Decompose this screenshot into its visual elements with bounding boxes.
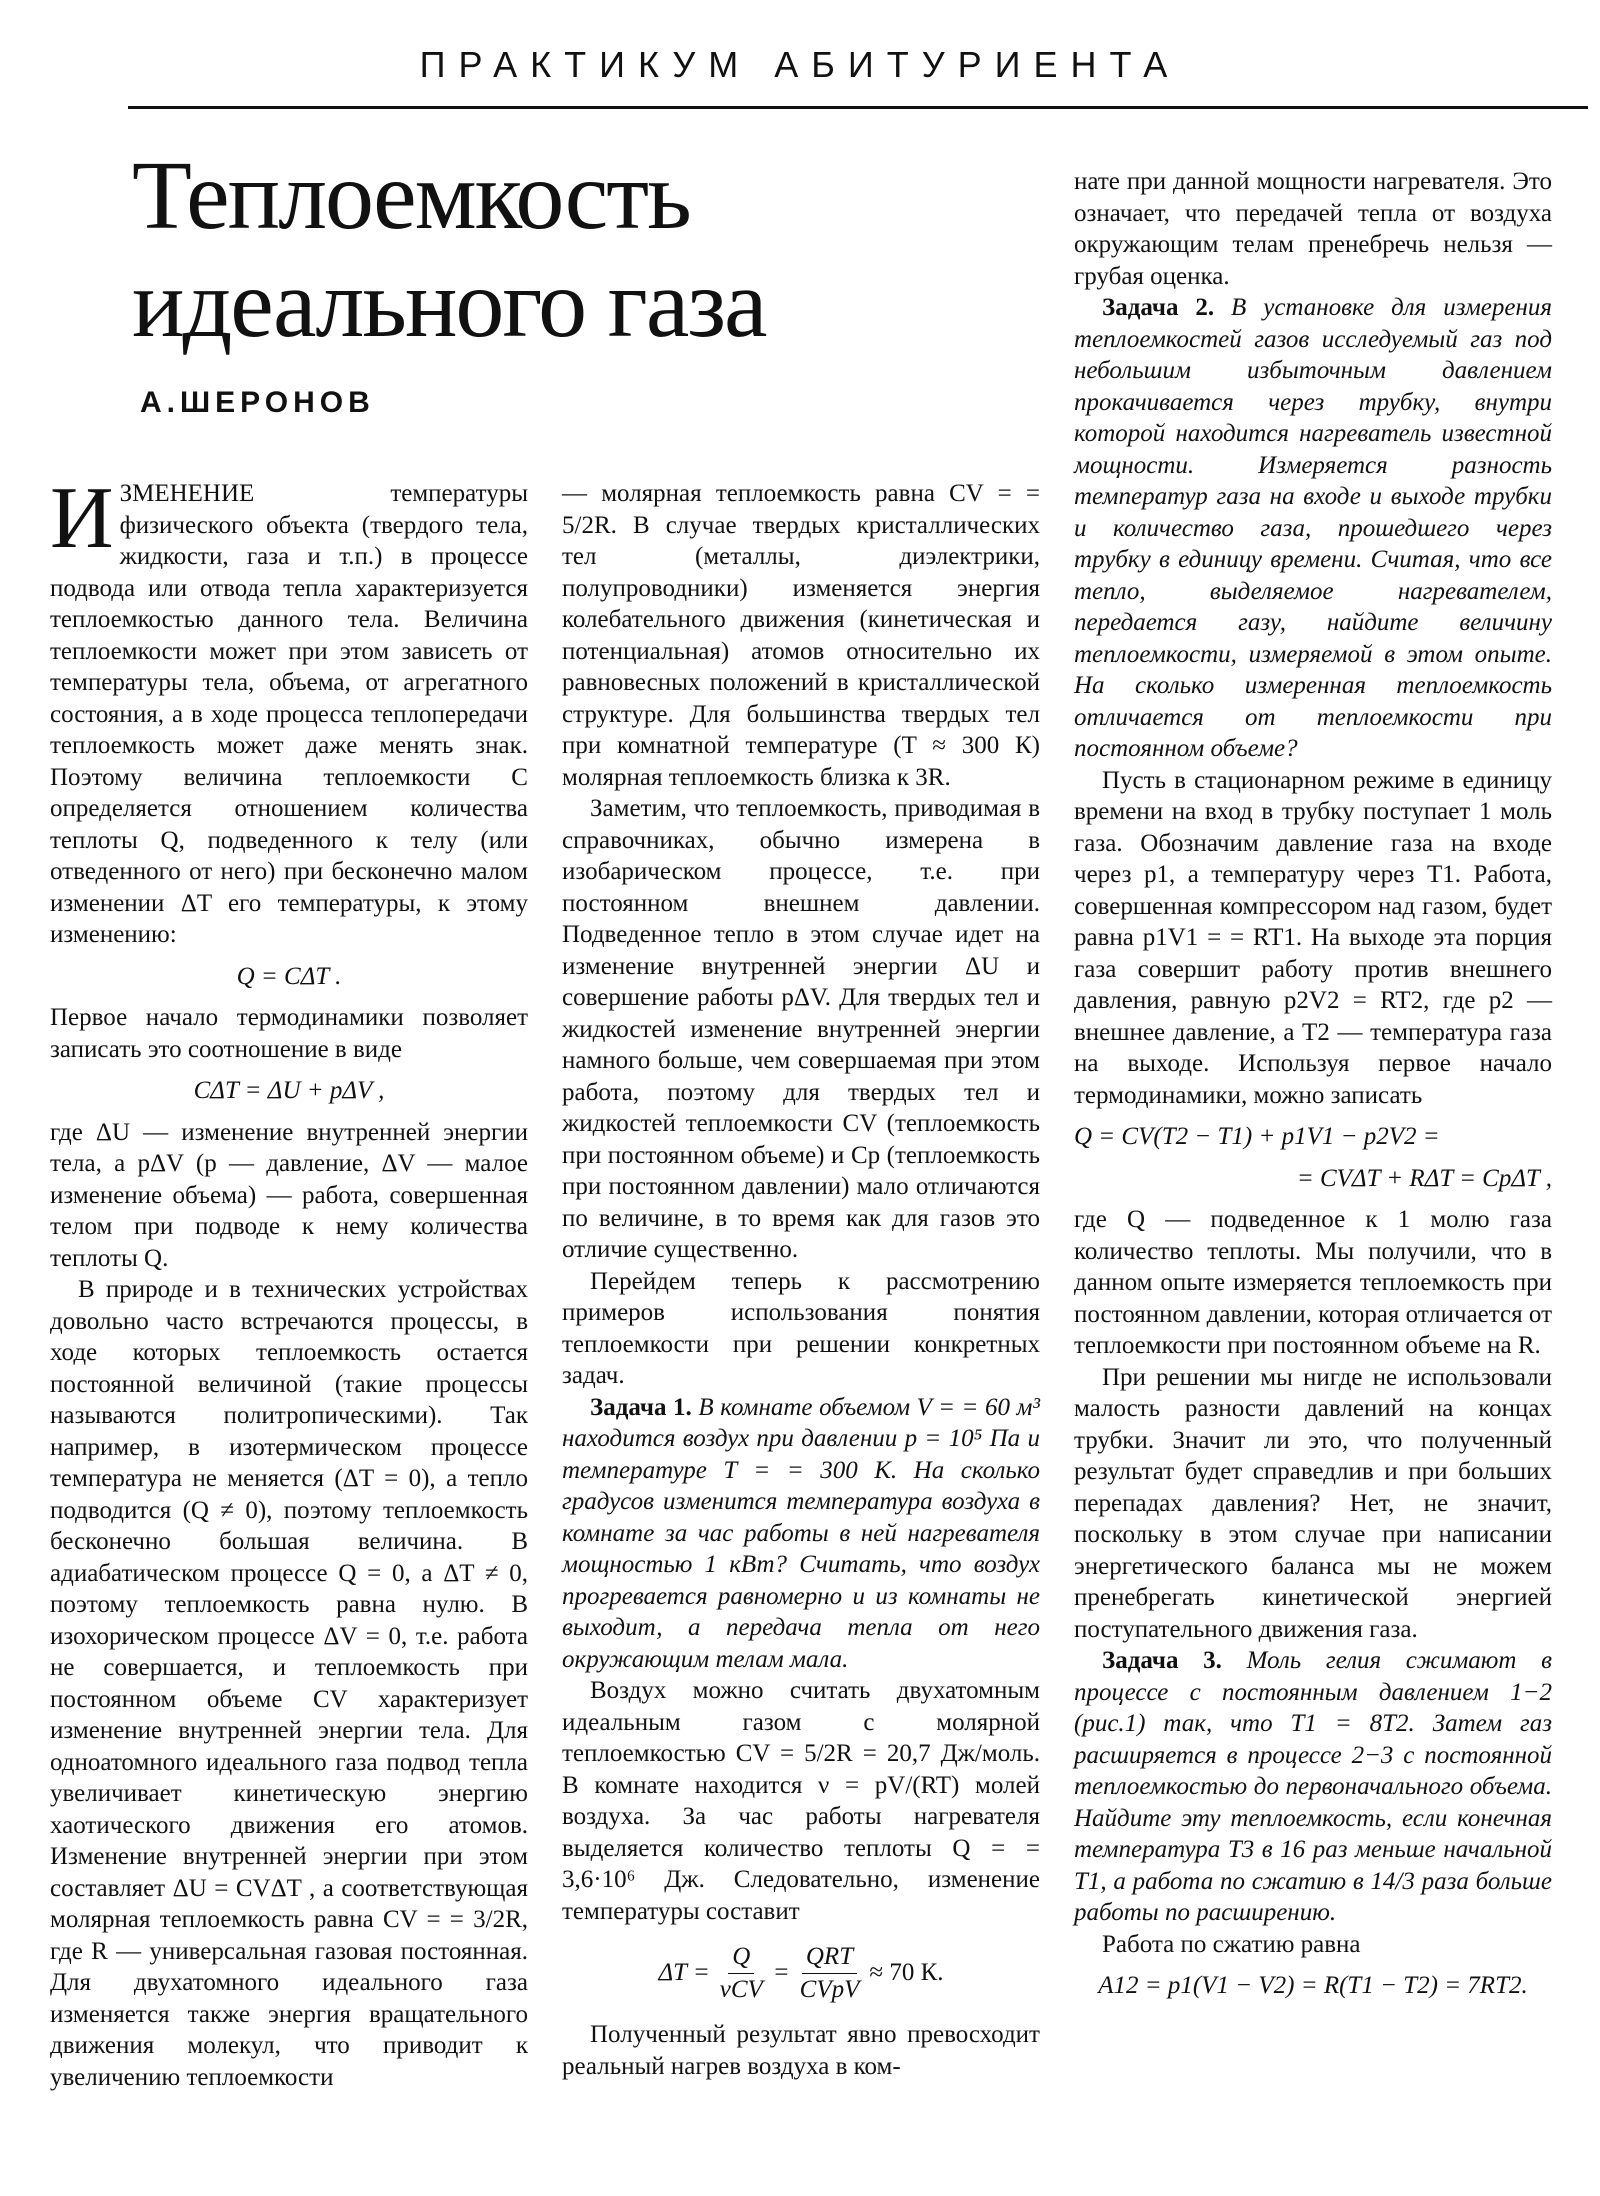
equation-heat: Q = CΔT .	[236, 962, 342, 990]
task-2	[1074, 292, 1552, 765]
paragraph: Воздух можно считать двухатомным идеальным газом с молярной теплоемкостью CV = 5/2R = 20,7 Дж/моль. В комнате находится ν = pV/(RT) молей воздуха. За час работы нагревателя выделяется количество теплоты Q = = 3,6·10⁶ Дж. Следовательно, изменение температуры составит	[562, 1677, 1040, 1925]
drop-cap: И	[50, 470, 114, 567]
task-2-label: Задача 2.	[1102, 294, 1215, 321]
task-3	[1074, 1645, 1552, 1929]
section-header: ПРАКТИКУМ АБИТУРИЕНТА	[419, 44, 1181, 85]
fraction-2-denominator: CVpV	[799, 1975, 860, 2003]
paragraph: В природе и в технических устройствах довольно часто встречаются процессы, в ходе которых теплоемкость остается постоянной величиной (такие процессы называются политропическими). Так например, в изотермическом процессе температура не меняется (ΔT = 0), а тепло подводится (Q ≠ 0), поэтому теплоемкость бесконечно большая величина. В адиабатическом процессе Q = 0, а ΔT ≠ 0, поэтому теплоемкость равна нулю. В изохорическом процессе ΔV = 0, т.е. работа не совершается, и теплоемкость при постоянном объеме CV характеризует изменение внутренней энергии тела. Для одноатомного идеального газа подвод тепла увеличивает кинетическую энергию хаотического движения его атомов. Изменение внутренней энергии при этом составляет ΔU = CVΔT , а соответствующая молярная теплоемкость равна CV = = 3/2R, где R — универсальная газовая постоянная. Для двухатомного идеального газа изменяется также энергия вращательного движения молекул, что приводит к увеличению теплоемкости	[50, 1276, 528, 2091]
paragraph: где Q — подведенное к 1 молю газа количество теплоты. Мы получили, что в данном опыте измеряется теплоемкость при постоянном давлении, которая отличается от теплоемкости при постоянном объеме на R.	[1074, 1206, 1552, 1359]
fraction-2	[800, 1941, 860, 2005]
eq-rhs: ≈ 70 К.	[869, 1959, 944, 1987]
paragraph: Полученный результат явно превосходит реальный нагрев воздуха в ком-	[562, 2021, 1040, 2080]
equation-energy-balance-2: = CVΔT + RΔT = CpΔT ,	[1296, 1164, 1552, 1192]
paragraph: Первое начало термодинамики позволяет записать это соотношение в виде	[50, 1004, 528, 1063]
equation-delta-t	[562, 1941, 1040, 2005]
eq-lhs: ΔT =	[658, 1959, 710, 1987]
task-1-text: В комнате объемом V = = 60 м³ находится воздух при давлении p = 10⁵ Па и температуре T = = 300 К. На сколько градусов изменится температура воздуха в комнате за час работы в ней нагревателя мощностью 1 кВт? Считать, что воздух прогревается равномерно и из комнаты не выходит, а передача тепла от него окружающим телам мала.	[562, 1393, 1040, 1673]
paragraph: При решении мы нигде не использовали малость разности давлений на концах трубки. Значит ли это, что полученный результат будет справедлив и при больших перепадах давления? Нет, не значит, поскольку в этом случае при написании энергетического баланса мы не можем пренебрегать кинетической энергией поступательного движения газа.	[1074, 1363, 1552, 1643]
column-3	[1074, 166, 1552, 2012]
equation-first-law: CΔT = ΔU + pΔV ,	[193, 1077, 385, 1104]
header-divider	[128, 106, 1588, 109]
paragraph: — молярная теплоемкость равна CV = = 5/2R. В случае твердых кристаллических тел (металлы, диэлектрики, полупроводники) изменяется энергия колебательного движения (кинетическая и потенциальная) атомов относительно их равновесных положений в кристаллической структуре. Для большинства твердых тел при комнатной температуре (T ≈ 300 К) молярная теплоемкость близка к 3R.	[562, 480, 1040, 791]
fraction-2-numerator: QRT	[802, 1941, 857, 1974]
article-title: Теплоемкость идеального газа	[132, 142, 766, 358]
task-2-text: В установке для измерения теплоемкостей газов исследуемый газ под небольшим избыточным давлением прокачивается через трубку, внутри которой находится нагреватель известной мощности. Измеряется разность температур газа на входе и выходе трубки и количество газа, прошедшего через трубку в единицу времени. Считая, что все тепло, выделяемое нагревателем, передается газу, найдите величину теплоемкости, измеряемой в этом опыте. На сколько измеренная теплоемкость отличается от теплоемкости при постоянном объеме?	[1074, 294, 1552, 762]
fraction-1-denominator: νCV	[719, 1975, 763, 2003]
column-1	[50, 470, 528, 2093]
equation-energy-balance-1: Q = CV(T2 − T1) + p1V1 − p2V2 =	[1074, 1123, 1440, 1150]
fraction-1	[720, 1941, 763, 2005]
task-3-text: Моль гелия сжимают в процессе с постоянным давлением 1−2 (рис.1) так, что T1 = 8T2. Затем газ расширяется в процессе 2−3 с постоянной теплоемкостью до первоначального объема. Найдите эту теплоемкость, если конечная температура T3 в 16 раз меньше начальной T1, а работа по сжатию в 14/3 раза больше работы по расширению.	[1074, 1647, 1552, 1926]
equation-work: A12 = p1(V1 − V2) = R(T1 − T2) = 7RT2.	[1098, 1972, 1528, 1999]
paragraph: Перейдем теперь к рассмотрению примеров использования понятия теплоемкости при решении конкретных задач.	[562, 1267, 1040, 1389]
paragraph: Заметим, что теплоемкость, приводимая в справочниках, обычно измерена в изобарическом процессе, т.е. при постоянном внешнем давлении. Подведенное тепло в этом случае идет на изменение внутренней энергии ΔU и совершение работы pΔV. Для твердых тел и жидкостей изменение внутренней энергии намного больше, чем совершаемая при этом работа, поэтому для твердых тел и жидкостей теплоемкости CV (теплоемкость при постоянном объеме) и Cp (теплоемкость при постоянном давлении) мало отличаются по величине, в то время как для газов это отличие существенно.	[562, 795, 1040, 1263]
intro-text: ЗМЕНЕНИЕ температуры физического объекта (твердого тела, жидкости, газа и т.п.) в процессе подвода или отвода тепла характеризуется теплоемкостью данного тела. Величина теплоемкости может при этом зависеть от температуры тела, объема, от агрегатного состояния, а в ходе процесса теплопередачи теплоемкость может даже менять знак. Поэтому величина теплоемкости C определяется отношением количества теплоты Q, подведенного к телу (или отведенного от него) при бесконечно малом изменении ΔT его температуры, к этому изменению:	[50, 480, 528, 948]
paragraph: Пусть в стационарном режиме в единицу времени на вход в трубку поступает 1 моль газа. Обозначим давление газа на входе через p1, а температуру через T1. Работа, совершенная компрессором над газом, будет равна p1V1 = = RT1. На выходе эта порция газа совершит работу против внешнего давления, равную p2V2 = RT2, где p2 — внешнее давление, а T2 — температура газа на выходе. Используя первое начало термодинамики, можно записать	[1074, 766, 1552, 1109]
task-1	[562, 1392, 1040, 1676]
eq-equals: =	[772, 1959, 790, 1987]
article-author: А.ШЕРОНОВ	[140, 386, 375, 419]
column-2	[562, 478, 1040, 2082]
paragraph: где ΔU — изменение внутренней энергии тела, а pΔV (p — давление, ΔV — малое изменение объема) — работа, совершенная телом при подводе к нему количества теплоты Q.	[50, 1118, 528, 1272]
fraction-1-numerator: Q	[728, 1941, 754, 1974]
task-1-label: Задача 1.	[590, 1393, 692, 1421]
intro-paragraph	[50, 470, 528, 951]
task-3-label: Задача 3.	[1102, 1647, 1222, 1674]
paragraph: Работа по сжатию равна	[1102, 1930, 1361, 1958]
paragraph: нате при данной мощности нагревателя. Это означает, что передачей тепла от воздуха окружающим телам пренебречь нельзя — грубая оценка.	[1074, 168, 1552, 290]
